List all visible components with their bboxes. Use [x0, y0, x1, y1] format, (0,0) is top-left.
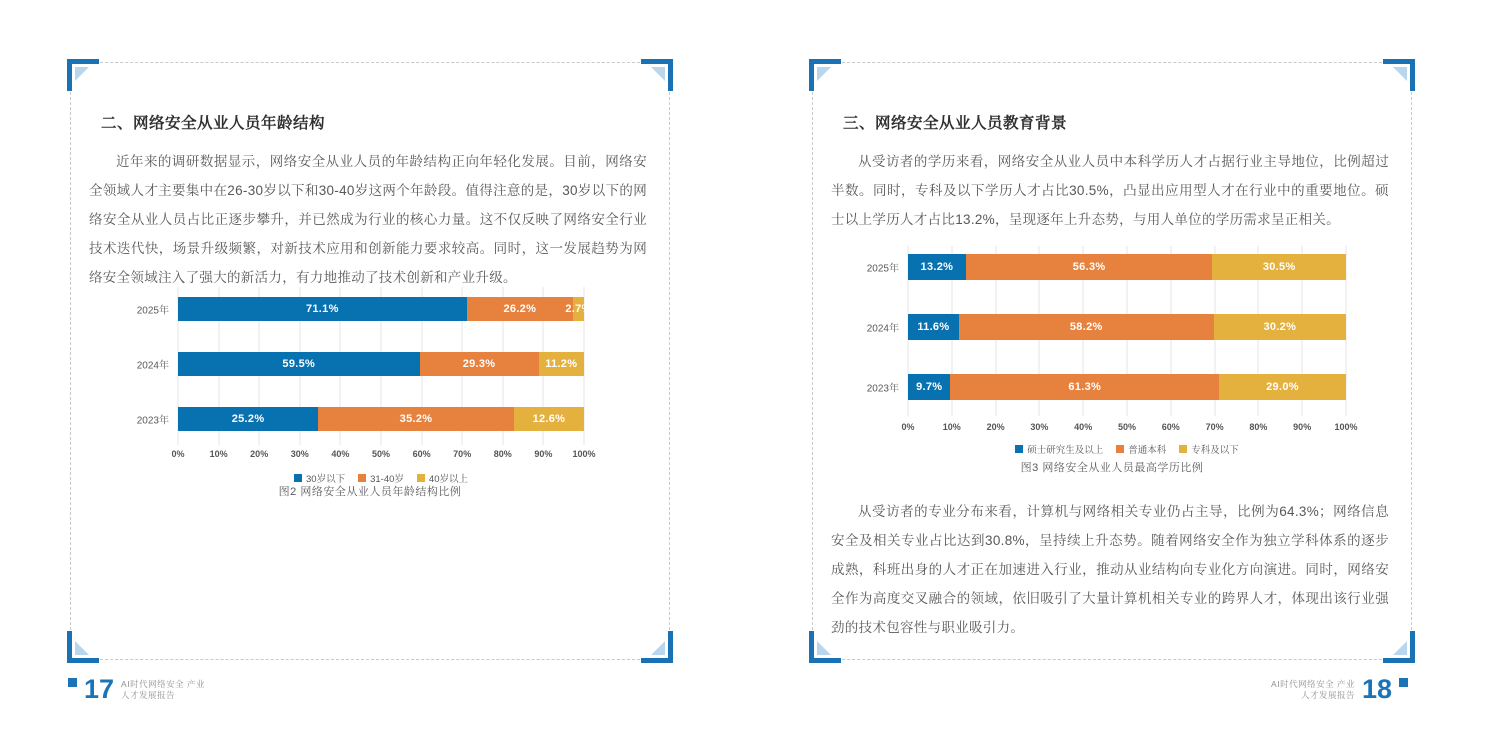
axis-tick-label: 50% [1117, 422, 1137, 432]
bar-segment [565, 297, 592, 321]
footer-line2: 人才发展报告 [1300, 690, 1355, 700]
chart-bar-row [136, 407, 584, 431]
figure-age-structure-chart [136, 287, 596, 499]
bar-segment [420, 352, 539, 376]
footer-line2: 人才发展报告 [121, 690, 176, 700]
section-title-education-background: 三、网络安全从业人员教育背景 [843, 115, 1068, 132]
bar-segment [539, 352, 584, 376]
footer-left [68, 676, 205, 702]
bar-value-label: 12.6% [532, 413, 566, 425]
corner-triangle-icon [651, 641, 665, 655]
axis-tick-label: 60% [412, 449, 431, 459]
legend-label: 硕士研究生及以上 [1027, 445, 1104, 456]
stacked-bar [908, 314, 1346, 340]
category-label: 2024年 [866, 323, 899, 335]
axis-tick-label: 0% [171, 449, 185, 459]
axis-tick-label: 70% [453, 449, 472, 459]
category-label: 2024年 [136, 360, 169, 372]
axis-tick-label: 40% [331, 449, 350, 459]
body-paragraph: 近年来的调研数据显示，网络安全从业人员的年龄结构正向年轻化发展。目前，网络安全领域人才主要集中在26-30岁以下和30-40岁这两个年龄段。值得注意的是，30岁以下的网络安全从业人员占比正逐步攀升，并已然成为行业的核心力量。这不仅反映了网络安全行业技术迭代快，场景升级频繁，对新技术应用和创新能力要求较高。同时，这一发展趋势为网络安全领域注入了强大的新活力，有力地推动了技术创新和产业升级。 [89, 154, 647, 285]
category-label: 2025年 [136, 305, 169, 317]
axis-tick-label: 20% [250, 449, 269, 459]
figure-education-chart [866, 246, 1358, 470]
bar-segment [318, 407, 514, 431]
bar-segment [1214, 314, 1346, 340]
corner-triangle-icon [817, 641, 831, 655]
corner-mark-top-left [67, 59, 99, 91]
bar-segment [178, 352, 420, 376]
stacked-bar [178, 297, 592, 321]
chart-bar-row [866, 254, 1346, 280]
corner-mark-top-right [1383, 59, 1415, 91]
bar-value-label: 58.2% [1069, 321, 1103, 333]
legend-swatch-icon [417, 474, 425, 482]
page-number: 17 [84, 674, 115, 704]
corner-mark-top-left [809, 59, 841, 91]
axis-tick-label: 90% [1293, 422, 1312, 432]
chart-bar-row [866, 374, 1346, 400]
page-number: 18 [1361, 674, 1392, 704]
bar-segment [966, 254, 1213, 280]
corner-triangle-icon [75, 67, 89, 81]
bar-value-label: 35.2% [399, 413, 433, 425]
legend-item [1179, 442, 1239, 456]
bar-value-label: 71.1% [305, 303, 339, 315]
bar-segment [178, 407, 318, 431]
legend-label: 30岁以下 [306, 474, 346, 485]
stacked-bar [908, 374, 1346, 400]
axis-tick-label: 40% [1074, 422, 1093, 432]
report-title-footer [1271, 676, 1355, 701]
axis-tick-label: 80% [1249, 422, 1268, 432]
chart-bar-row [866, 314, 1346, 340]
bar-value-label: 2.7% [565, 303, 592, 315]
footer-square-icon [68, 678, 77, 687]
chart-plot-area [136, 287, 592, 445]
category-label: 2023年 [866, 383, 899, 395]
bar-segment [1212, 254, 1346, 280]
axis-tick-label: 100% [1334, 422, 1358, 432]
bar-segment [467, 297, 573, 321]
bar-value-label: 59.5% [282, 358, 316, 370]
chart-legend [908, 442, 1346, 456]
corner-mark-bottom-right [641, 631, 673, 663]
category-label: 2023年 [136, 415, 169, 427]
axis-tick-label: 70% [1205, 422, 1224, 432]
bar-segment [950, 374, 1218, 400]
figure-caption: 图3 网络安全从业人员最高学历比例 [1020, 462, 1204, 474]
figure-caption: 图2 网络安全从业人员年龄结构比例 [278, 486, 462, 498]
bar-value-label: 30.2% [1263, 321, 1297, 333]
x-axis [901, 422, 1358, 434]
bar-segment [908, 374, 950, 400]
bar-value-label: 11.2% [545, 358, 578, 370]
bar-value-label: 26.2% [503, 303, 537, 315]
bar-value-label: 13.2% [920, 261, 954, 273]
chart-bar-row [136, 297, 592, 321]
bar-segment [959, 314, 1214, 340]
axis-tick-label: 30% [1030, 422, 1049, 432]
bar-segment [908, 314, 959, 340]
axis-tick-label: 60% [1161, 422, 1180, 432]
legend-swatch-icon [358, 474, 366, 482]
axis-tick-label: 20% [986, 422, 1005, 432]
corner-triangle-icon [1393, 67, 1407, 81]
bar-value-label: 29.0% [1266, 381, 1299, 393]
axis-tick-label: 80% [493, 449, 512, 459]
axis-tick-label: 10% [942, 422, 961, 432]
category-label: 2025年 [866, 263, 899, 275]
axis-tick-label: 30% [290, 449, 309, 459]
stacked-bar [178, 352, 584, 376]
page-18 [812, 62, 1412, 660]
legend-swatch-icon [294, 474, 302, 482]
legend-label: 31-40岁 [370, 474, 404, 485]
legend-item [1116, 442, 1166, 456]
axis-tick-label: 10% [209, 449, 228, 459]
legend-label: 40岁以上 [428, 474, 468, 485]
bar-value-label: 61.3% [1068, 381, 1102, 393]
footer-square-icon [1399, 678, 1408, 687]
legend-swatch-icon [1116, 445, 1124, 453]
axis-tick-label: 90% [534, 449, 553, 459]
body-paragraph: 从受访者的学历来看，网络安全从业人员中本科学历人才占据行业主导地位，比例超过半数。同时，专科及以下学历人才占比30.5%，凸显出应用型人才在行业中的重要地位。硕士以上学历人才占比13.2%，呈现逐年上升态势，与用人单位的学历需求呈正相关。 [831, 154, 1389, 227]
bar-value-label: 56.3% [1072, 261, 1106, 273]
report-title-footer [121, 676, 205, 701]
footer-line1: AI时代网络安全 产业 [1271, 679, 1355, 689]
legend-swatch-icon [1179, 445, 1187, 453]
axis-tick-label: 100% [572, 449, 596, 459]
page-17 [70, 62, 670, 660]
bar-segment [178, 297, 467, 321]
bar-value-label: 11.6% [917, 321, 950, 333]
bar-value-label: 25.2% [231, 413, 265, 425]
bar-segment [908, 254, 966, 280]
stacked-bar [908, 254, 1346, 280]
legend-label: 专科及以下 [1191, 445, 1239, 456]
corner-triangle-icon [75, 641, 89, 655]
bar-segment [514, 407, 584, 431]
section-title-age-structure: 二、网络安全从业人员年龄结构 [101, 115, 326, 132]
footer-right [1271, 676, 1408, 702]
x-axis [171, 449, 596, 461]
axis-tick-label: 0% [901, 422, 915, 432]
bar-value-label: 30.5% [1262, 261, 1296, 273]
stacked-bar [178, 407, 584, 431]
corner-triangle-icon [1393, 641, 1407, 655]
corner-triangle-icon [651, 67, 665, 81]
body-paragraph: 从受访者的专业分布来看，计算机与网络相关专业仍占主导，比例为64.3%；网络信息安全及相关专业占比达到30.8%，呈持续上升态势。随着网络安全作为独立学科体系的逐步成熟，科班出身的人才正在加速进入行业，推动从业结构向专业化方向演进。同时，网络安全作为高度交叉融合的领域，依旧吸引了大量计算机相关专业的跨界人才，体现出该行业强劲的技术包容性与职业吸引力。 [831, 504, 1389, 635]
corner-triangle-icon [817, 67, 831, 81]
footer-line1: AI时代网络安全 产业 [121, 679, 205, 689]
legend-swatch-icon [1015, 445, 1023, 453]
corner-mark-bottom-left [67, 631, 99, 663]
legend-label: 普通本科 [1128, 445, 1167, 456]
bar-value-label: 29.3% [462, 358, 496, 370]
chart-plot-area [866, 246, 1346, 416]
chart-bar-row [136, 352, 584, 376]
legend-item [1015, 442, 1103, 456]
axis-tick-label: 50% [371, 449, 391, 459]
bar-segment [1219, 374, 1346, 400]
corner-mark-top-right [641, 59, 673, 91]
bar-value-label: 9.7% [916, 381, 943, 393]
